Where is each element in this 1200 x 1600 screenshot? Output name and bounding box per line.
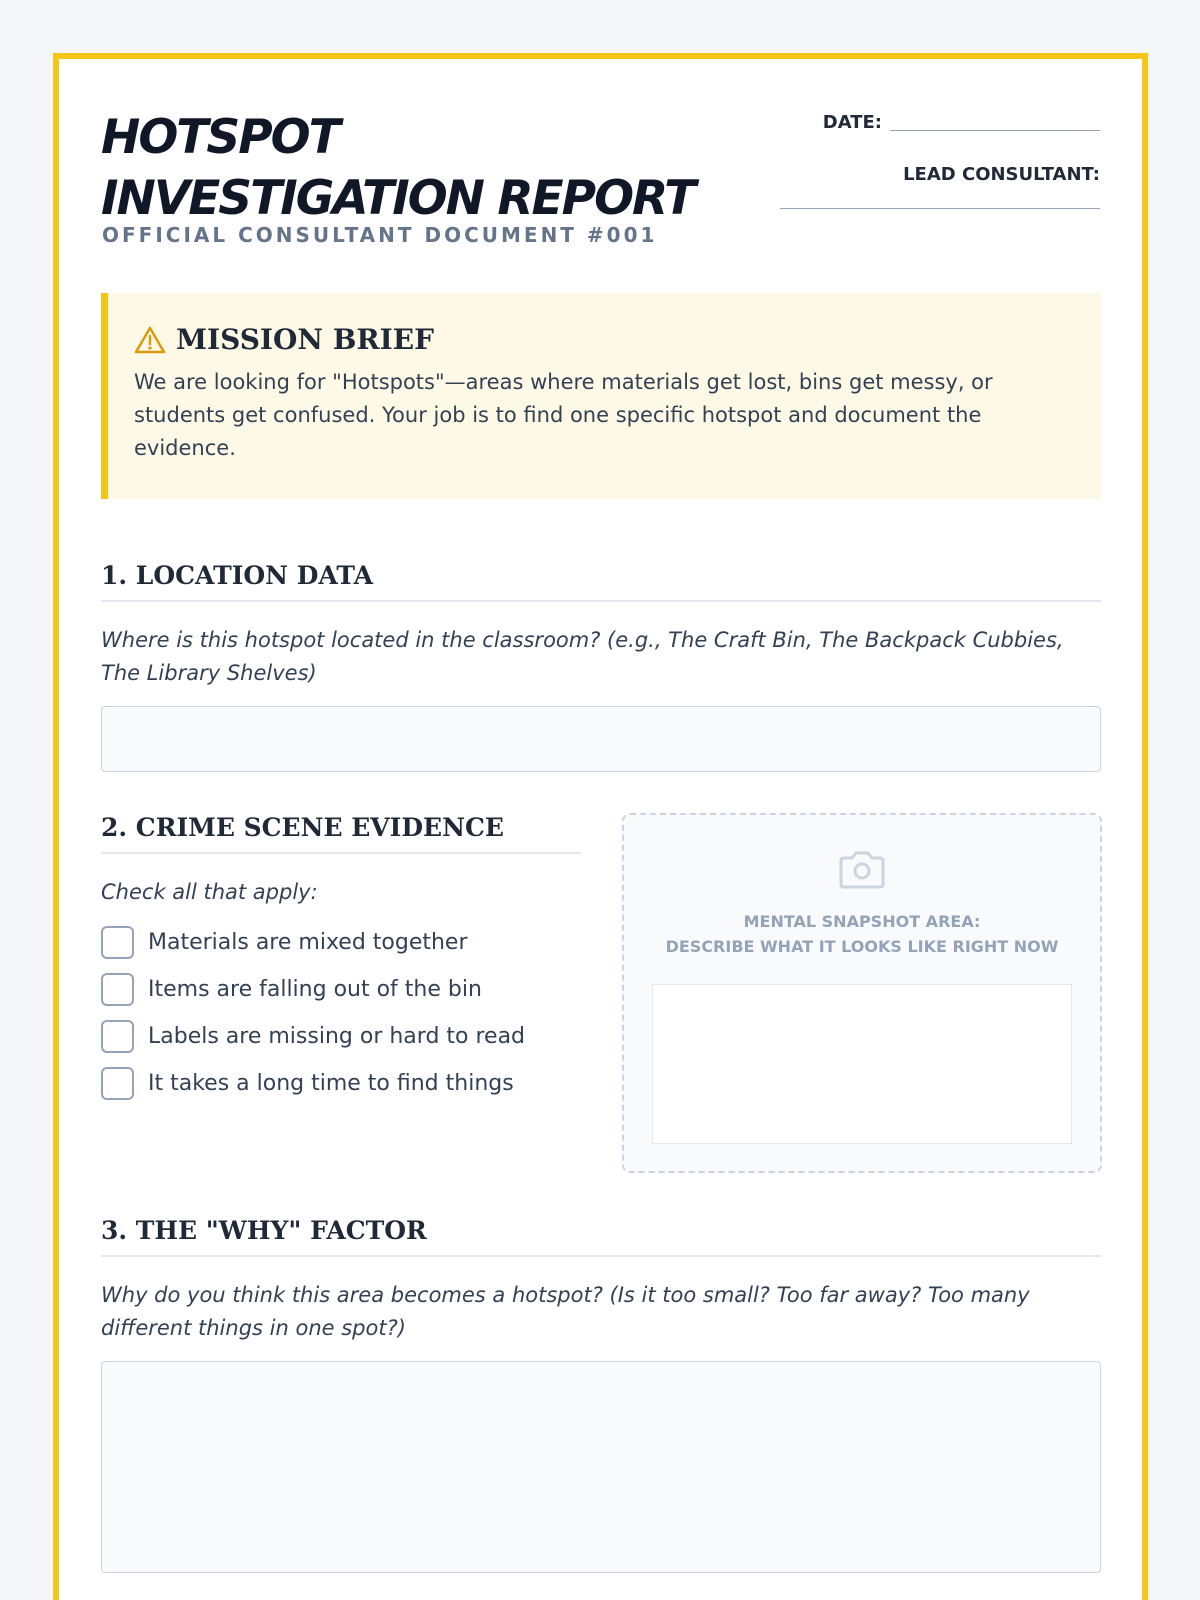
lead-consultant-field[interactable] [780,208,1100,209]
brief-header [134,323,1075,356]
checklist-item[interactable] [101,1060,581,1107]
checkbox[interactable] [101,1067,134,1100]
evidence-prompt: Check all that apply: [101,880,318,904]
location-heading: 1. LOCATION DATA [101,561,1101,602]
checklist-item[interactable] [101,919,581,966]
snapshot-line-1: MENTAL SNAPSHOT AREA: [743,912,981,931]
lead-consultant-label: LEAD CONSULTANT: [903,164,1100,185]
checkbox[interactable] [101,926,134,959]
why-heading: 3. THE "WHY" FACTOR [101,1216,1101,1257]
snapshot-input[interactable] [652,984,1072,1144]
date-row [780,111,1100,133]
document-subtitle: OFFICIAL CONSULTANT DOCUMENT #001 [102,223,658,247]
checkbox[interactable] [101,973,134,1006]
checkbox[interactable] [101,1020,134,1053]
checklist-label: Materials are mixed together [148,930,468,955]
location-prompt: Where is this hotspot located in the classroom? (e.g., The Craft Bin, The Backpack Cubbies, The Library Shelves) [101,628,1064,685]
checklist-label: Items are falling out of the bin [148,977,482,1002]
date-label: DATE: [822,112,882,133]
mental-snapshot-area [622,813,1102,1173]
why-section [101,1216,1101,1573]
brief-title: MISSION BRIEF [176,323,435,356]
checklist-item[interactable] [101,1013,581,1060]
mission-brief [101,293,1101,499]
evidence-checklist [101,919,581,1107]
title-line-2: INVESTIGATION REPORT [101,171,695,226]
snapshot-line-2: DESCRIBE WHAT IT LOOKS LIKE RIGHT NOW [665,937,1059,956]
why-prompt: Why do you think this area becomes a hotspot? (Is it too small? Too far away? Too many different things in one spot?) [101,1283,1030,1340]
report-sheet [53,53,1148,1600]
why-input[interactable] [101,1361,1101,1573]
checklist-label: Labels are missing or hard to read [148,1024,526,1049]
header-meta [780,111,1100,209]
camera-icon [624,849,1100,895]
location-input[interactable] [101,706,1101,772]
brief-text: We are looking for "Hotspots"—areas where materials get lost, bins get messy, or students get confused. Your job is to find one specific hotspot and document the evidence. [134,370,993,460]
evidence-heading: 2. CRIME SCENE EVIDENCE [101,813,581,854]
warning-icon [134,325,166,355]
evidence-section [101,813,581,1107]
date-field[interactable] [890,130,1100,131]
report-title [101,107,741,229]
snapshot-title [624,909,1100,959]
checklist-label: It takes a long time to find things [148,1071,514,1096]
checklist-item[interactable] [101,966,581,1013]
location-section [101,561,1101,772]
title-line-1: HOTSPOT [101,110,339,165]
